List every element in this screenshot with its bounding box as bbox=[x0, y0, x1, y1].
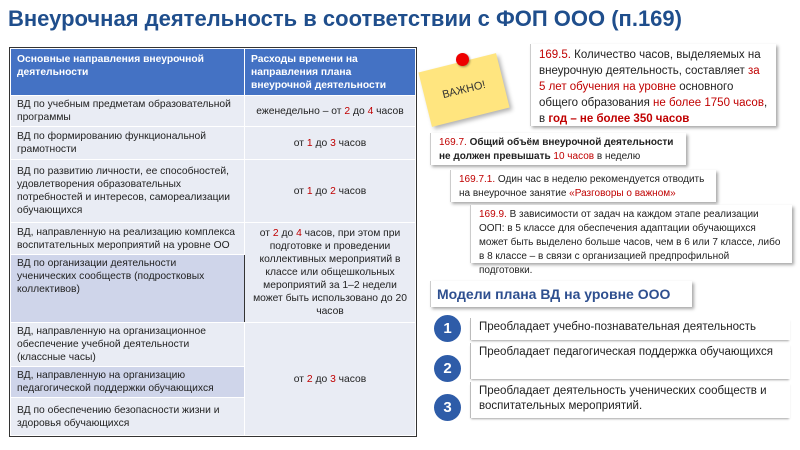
table-row-direction: ВД по развитию личности, ее способностей, удовлетворения образовательных потребностей и интересов, самореализации обучающихся bbox=[11, 160, 245, 223]
highlight: год – не более 350 часов bbox=[548, 113, 690, 125]
table-cell-hours bbox=[245, 323, 416, 436]
clause-number: 169.7.1. bbox=[459, 174, 496, 185]
highlight: 2 bbox=[344, 105, 351, 117]
text: Количество часов, выделяемых на внеурочную деятельность, составляет bbox=[539, 49, 761, 77]
highlight: 1 bbox=[306, 137, 313, 149]
text: еженедельно – от bbox=[256, 105, 345, 117]
model-item: Преобладает педагогическая поддержка обучающихся bbox=[470, 343, 790, 379]
clause-169-9 bbox=[470, 205, 792, 276]
text: от bbox=[293, 185, 307, 197]
page-title: Внеурочная деятельность в соответствии с ФОП ООО (п.169) bbox=[8, 6, 682, 31]
highlight: за 5 лет обучения на уровне bbox=[539, 65, 760, 93]
note-label: ВАЖНО! bbox=[441, 78, 487, 102]
highlight: не более 1750 часов bbox=[653, 97, 764, 109]
model-item: Преобладает деятельность ученических сообществ и воспитательных мероприятий. bbox=[470, 382, 790, 418]
highlight: 2 bbox=[272, 228, 279, 239]
models-heading: Модели плана ВД на уровне ООО bbox=[430, 281, 692, 307]
table-row-direction: ВД, направленную на организационное обеспечение учебной деятельности (классные часы) bbox=[11, 323, 245, 367]
clause-169-7 bbox=[430, 133, 686, 165]
highlight: «Разговоры о важном» bbox=[569, 188, 676, 199]
text: от bbox=[259, 228, 273, 239]
clause-169-5 bbox=[530, 44, 776, 126]
highlight: 2 bbox=[306, 373, 313, 385]
table-row-direction: ВД, направленную на реализацию комплекса воспитательных мероприятий на уровне ОО bbox=[11, 223, 245, 255]
table-cell-hours bbox=[245, 96, 416, 127]
text: Один час в неделю рекомендуется отводить на внеурочное занятие bbox=[459, 174, 705, 199]
text: до bbox=[312, 137, 331, 149]
text: до bbox=[312, 185, 331, 197]
table-row-direction: ВД по обеспечению безопасности жизни и здоровья обучающихся bbox=[11, 398, 245, 436]
table-row-direction: ВД, направленную на организацию педагогической поддержки обучающихся bbox=[11, 367, 245, 398]
table-header-hours: Расходы времени на направления плана внеурочной деятельности bbox=[245, 49, 416, 96]
table-row-direction: ВД по формированию функциональной грамотности bbox=[11, 127, 245, 160]
table-cell-hours bbox=[245, 160, 416, 223]
highlight: 4 bbox=[367, 105, 374, 117]
table-header-directions: Основные направления внеурочной деятельности bbox=[11, 49, 245, 96]
text: основного общего образования bbox=[539, 81, 734, 109]
highlight: 1 bbox=[306, 185, 313, 197]
text: Общий объём внеурочной деятельности не должен превышать bbox=[439, 137, 674, 162]
text: часов bbox=[335, 373, 367, 385]
text: часов bbox=[335, 185, 367, 197]
activity-table bbox=[10, 48, 416, 436]
table-cell-hours bbox=[245, 223, 416, 323]
clause-169-7-1 bbox=[450, 170, 716, 202]
highlight: 2 bbox=[330, 185, 336, 197]
model-item: Преобладает учебно-познавательная деятельность bbox=[470, 318, 790, 340]
text: часов bbox=[373, 105, 404, 117]
clause-number: 169.7. bbox=[439, 137, 467, 148]
text: от bbox=[293, 373, 307, 385]
highlight: 4 bbox=[296, 228, 302, 239]
text: до bbox=[312, 373, 331, 385]
table-cell-hours bbox=[245, 127, 416, 160]
highlight: 10 часов bbox=[553, 151, 595, 162]
pushpin-icon bbox=[456, 53, 469, 66]
text: до bbox=[278, 228, 297, 239]
text: до bbox=[350, 105, 368, 117]
highlight: 3 bbox=[330, 137, 336, 149]
highlight: 3 bbox=[330, 373, 336, 385]
text: в неделю bbox=[594, 151, 641, 162]
clause-number: 169.5. bbox=[539, 49, 571, 61]
model-number-badge: 1 bbox=[434, 315, 461, 342]
model-number-badge: 3 bbox=[434, 394, 461, 421]
table-row-direction: ВД по учебным предметам образовательной программы bbox=[11, 96, 245, 127]
text: , в bbox=[539, 97, 768, 125]
text: часов bbox=[335, 137, 367, 149]
text: часов, при этом при подготовке и проведении коллективных мероприятий в классе или общешкольных мероприятий за 1–2 недели может быть использовано до 20 часов bbox=[253, 228, 407, 317]
model-number-badge: 2 bbox=[434, 355, 461, 382]
text: В зависимости от задач на каждом этапе реализации ООП: в 5 классе для обеспечения адаптации обучающихся может быть выделено больше часов, чем в 6 или 7 классе, либо в 8 классе – в связи с организацией предпрофильной подготовки. bbox=[479, 209, 781, 276]
text: от bbox=[293, 137, 307, 149]
table-row-direction: ВД по организации деятельности ученических сообществ (подростковых коллективов) bbox=[11, 255, 245, 323]
clause-number: 169.9. bbox=[479, 209, 507, 220]
